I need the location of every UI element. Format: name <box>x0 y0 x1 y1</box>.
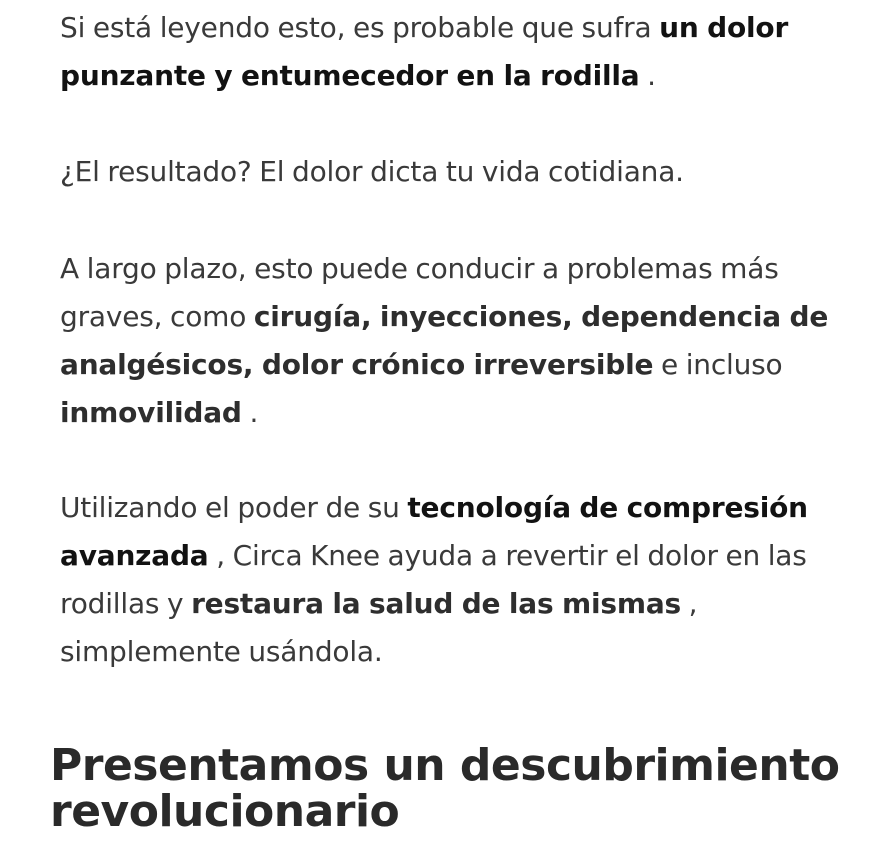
paragraph-long-term <box>60 245 840 437</box>
text-segment: e incluso <box>653 348 783 381</box>
text-segment: ¿El resultado? El dolor dicta tu vida cotidiana. <box>60 155 684 188</box>
text-segment: . <box>241 396 259 429</box>
text-segment: . <box>639 59 656 92</box>
bold-segment: tecnología de compresión avanzada <box>60 491 808 572</box>
text-segment: Utilizando el poder de su <box>60 491 408 524</box>
text-segment: , Circa Knee ayuda a revertir el dolor en las rodillas y <box>60 539 807 620</box>
text-segment: , simplemente usándola. <box>60 587 698 668</box>
section-heading: Presentamos un descubrimiento revolucionario <box>50 740 840 837</box>
text-segment: Si está leyendo esto, es probable que sufra <box>60 11 660 44</box>
bold-segment: inmovilidad <box>60 396 242 429</box>
paragraph-result <box>60 148 840 196</box>
paragraph-technology <box>60 484 840 676</box>
paragraph-intro <box>60 4 840 100</box>
text-segment: A largo plazo, esto puede conducir a problemas más graves, como <box>60 252 779 333</box>
bold-segment: restaura la salud de las mismas <box>191 587 681 620</box>
bold-segment: cirugía, inyecciones, dependencia de analgésicos, dolor crónico irreversible <box>60 300 829 381</box>
bold-segment: un dolor punzante y entumecedor en la rodilla <box>60 11 789 92</box>
